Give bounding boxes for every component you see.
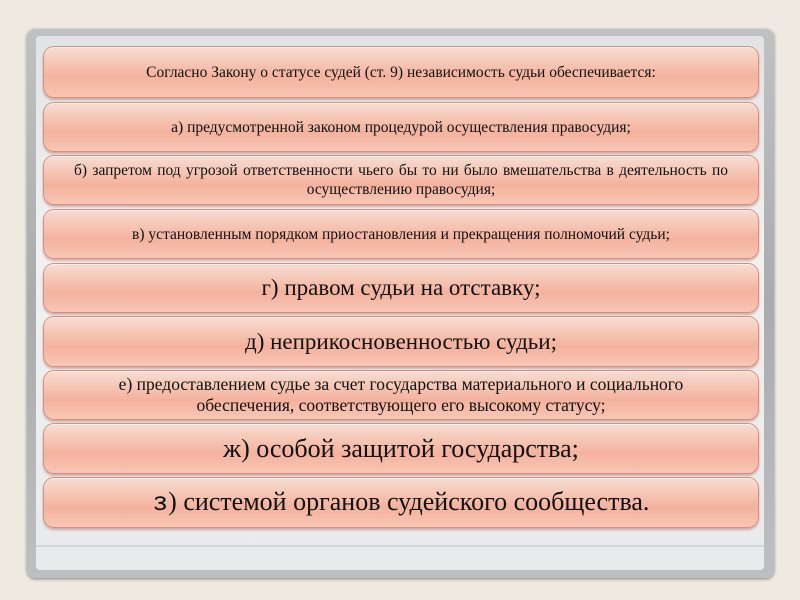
item-text-f: е) предоставлением судье за счет государства материального и социального обеспечения, соответствующего его высокому статусу; [118,374,684,415]
header-text: Согласно Закону о статусе судей (ст. 9) независимость судьи обеспечивается: [146,63,656,81]
item-text-b: б) запретом под угрозой ответственности чьего бы то ни было вмешательства в деятельность по осуществлению правосудия; [74,162,728,198]
item-text-d: г) правом судьи на отставку; [261,275,541,300]
item-text-e: д) неприкосновенностью судьи; [245,328,557,354]
item-body-h: ) системой органов судейского сообщества. [168,487,650,516]
item-text-a: а) предусмотренной законом процедурой осуществления правосудия; [171,118,631,136]
header-bar [43,46,759,98]
item-text-c: в) установленным порядком приостановления и прекращения полномочий судьи; [132,225,670,243]
item-text-g: ж) особой защитой государства; [223,433,579,463]
item-bar-h [43,477,759,528]
item-text-h [153,487,650,518]
item-bar-e [43,316,759,367]
item-bar-g [43,423,759,474]
item-bar-c [43,209,759,259]
item-bar-d [43,263,759,313]
slide-footer-stripe [36,545,764,547]
item-bar-f [43,370,759,420]
item-letter-h: з [152,488,169,518]
item-bar-b [43,155,759,205]
item-bar-a [43,102,759,152]
